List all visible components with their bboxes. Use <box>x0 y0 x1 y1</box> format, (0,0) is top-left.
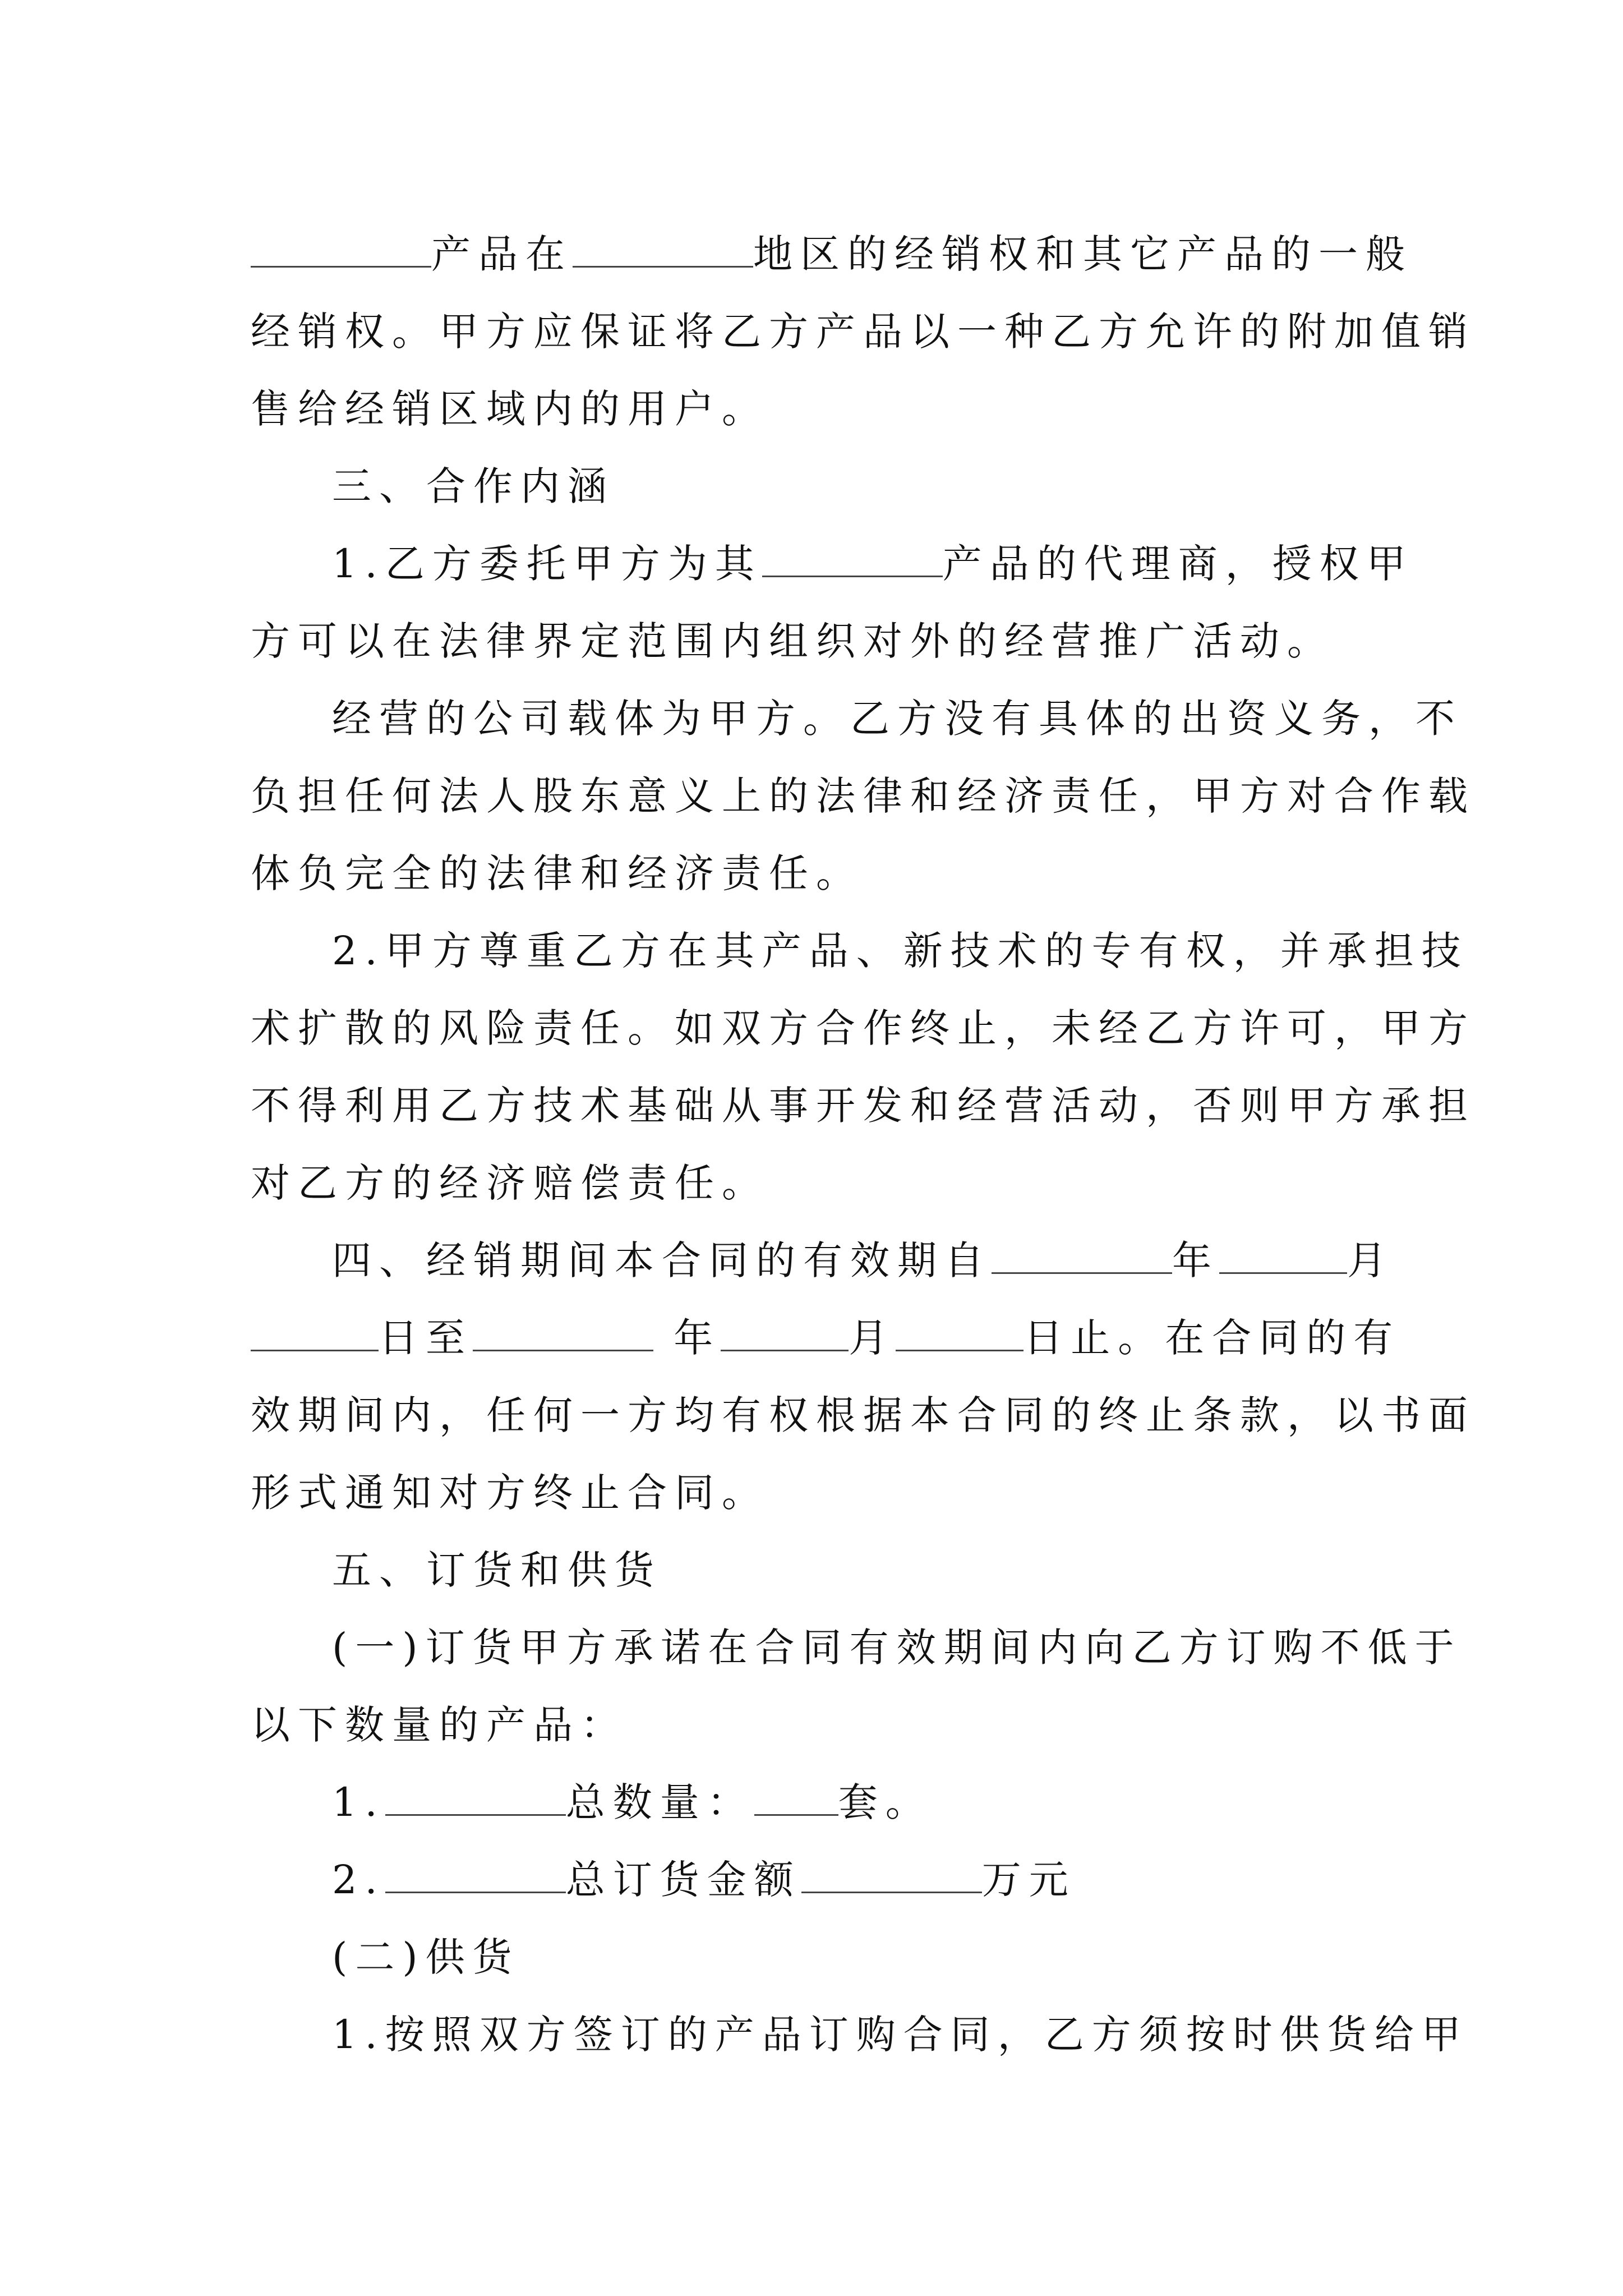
text-segment: 年 <box>1172 1237 1220 1283</box>
fill-in-blank <box>251 1317 379 1351</box>
text-segment: 日至 <box>379 1315 473 1361</box>
fill-in-blank <box>721 1317 849 1351</box>
text-segment: 三、合作内涵 <box>251 463 615 509</box>
text-segment: 术扩散的风险责任。如双方合作终止，未经乙方许可，甲方 <box>251 1005 1476 1051</box>
fill-in-blank <box>473 1317 653 1351</box>
text-line <box>251 370 1389 448</box>
fill-in-blank <box>385 1859 566 1893</box>
text-line <box>251 990 1476 1067</box>
text-segment: 总数量： <box>565 1779 754 1825</box>
fill-in-blank <box>385 1782 566 1816</box>
text-segment: 体负完全的法律和经济责任。 <box>251 850 863 896</box>
text-line <box>251 215 1413 293</box>
text-line <box>251 1377 1476 1454</box>
text-segment: 1.按照双方签订的产品订购合同，乙方须按时供货给甲 <box>251 2012 1469 2058</box>
text-line <box>251 1067 1476 1144</box>
text-line <box>251 1686 1389 1764</box>
text-segment: 五、订货和供货 <box>251 1547 662 1593</box>
text-segment: 月 <box>849 1315 896 1361</box>
text-segment: 对乙方的经济赔偿责任。 <box>251 1160 769 1206</box>
text-line <box>251 1299 1401 1377</box>
fill-in-blank <box>801 1859 982 1893</box>
text-line <box>251 1531 1389 1609</box>
fill-in-blank <box>762 543 943 577</box>
text-segment: 售给经销区域内的用户。 <box>251 386 769 432</box>
fill-in-blank <box>251 233 431 268</box>
text-line <box>251 448 1389 525</box>
text-segment: 2.甲方尊重乙方在其产品、新技术的专有权，并承担技 <box>251 928 1469 974</box>
text-line <box>251 1609 1462 1686</box>
text-line <box>251 835 1389 912</box>
text-segment: (一)订货甲方承诺在合同有效期间内向乙方订购不低于 <box>251 1625 1462 1671</box>
text-segment: 经营的公司载体为甲方。乙方没有具体的出资义务，不 <box>251 696 1463 742</box>
text-line <box>251 1144 1389 1222</box>
text-line <box>251 1996 1469 2073</box>
text-segment: 月 <box>1347 1237 1395 1283</box>
fill-in-blank <box>573 233 753 268</box>
text-line <box>251 680 1463 757</box>
text-segment: 以下数量的产品： <box>251 1702 628 1748</box>
fill-in-blank <box>992 1240 1172 1274</box>
text-line <box>251 525 1414 602</box>
text-line <box>251 602 1389 680</box>
text-segment: 四、经销期间本合同的有效期自 <box>251 1237 992 1283</box>
text-segment: 年 <box>653 1315 721 1361</box>
text-line <box>251 757 1476 835</box>
text-line <box>251 1222 1395 1299</box>
fill-in-blank <box>1219 1240 1347 1274</box>
text-segment: 1.乙方委托甲方为其 <box>251 541 762 587</box>
text-segment: 产品在 <box>431 231 573 277</box>
text-segment: 效期间内，任何一方均有权根据本合同的终止条款，以书面 <box>251 1392 1476 1438</box>
text-segment: 日止。在合同的有 <box>1023 1315 1401 1361</box>
text-line <box>251 1841 1389 1918</box>
text-segment: 产品的代理商，授权甲 <box>942 541 1414 587</box>
text-segment: (二)供货 <box>251 1934 520 1980</box>
fill-in-blank <box>896 1317 1023 1351</box>
text-segment: 负担任何法人股东意义上的法律和经济责任，甲方对合作载 <box>251 773 1476 819</box>
text-segment: 2. <box>251 1857 385 1903</box>
text-line <box>251 1764 1389 1841</box>
fill-in-blank <box>754 1782 838 1816</box>
text-segment: 不得利用乙方技术基础从事开发和经营活动，否则甲方承担 <box>251 1083 1476 1129</box>
text-segment: 经销权。甲方应保证将乙方产品以一种乙方允许的附加值销 <box>251 309 1476 355</box>
contract-body-text <box>251 215 1476 2073</box>
text-segment: 总订货金额 <box>565 1857 801 1903</box>
text-line <box>251 293 1476 370</box>
text-segment: 万元 <box>981 1857 1076 1903</box>
text-segment: 形式通知对方终止合同。 <box>251 1470 769 1516</box>
text-segment: 套。 <box>838 1779 933 1825</box>
text-segment: 地区的经销权和其它产品的一般 <box>753 231 1413 277</box>
text-segment: 1. <box>251 1779 385 1825</box>
text-segment: 方可以在法律界定范围内组织对外的经营推广活动。 <box>251 618 1334 664</box>
text-line <box>251 1918 1389 1996</box>
text-line <box>251 1454 1389 1531</box>
text-line <box>251 912 1469 990</box>
